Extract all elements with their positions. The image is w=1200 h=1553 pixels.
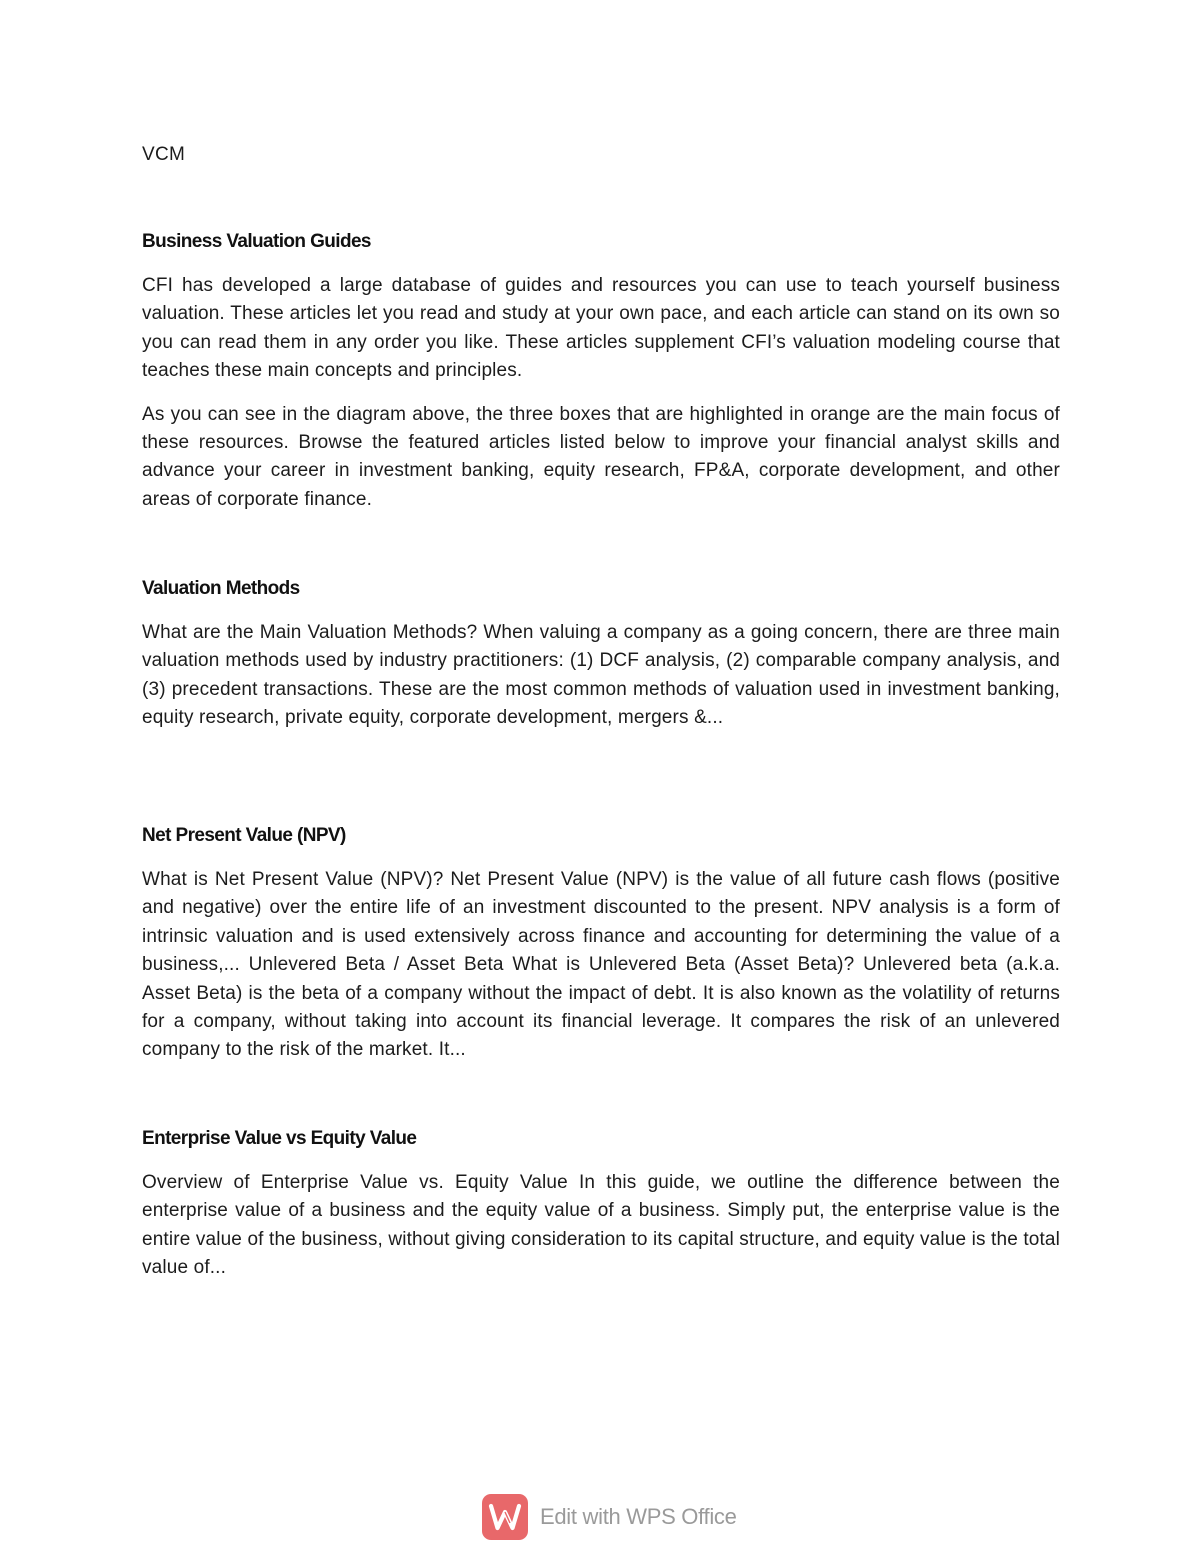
section-valuation-methods: [142, 575, 1060, 733]
section-paragraph: What is Net Present Value (NPV)? Net Present Value (NPV) is the value of all future cash flows (positive and negative) over the entire life of an investment discounted to the present. NPV analysis is a form of intrinsic valuation and is used extensively across finance and accounting for determining the value of a business,... Unlevered Beta / Asset Beta What is Unlevered Beta (Asset Beta)? Unlevered beta (a.k.a. Asset Beta) is the beta of a company without the impact of debt. It is also known as the volatility of returns for a company, without taking into account its financial leverage. It compares the risk of an unlevered company to the risk of the market. It...: [142, 869, 1060, 1061]
section-enterprise-vs-equity-value: [142, 1125, 1060, 1283]
section-business-valuation-guides: [142, 228, 1060, 514]
section-paragraph: As you can see in the diagram above, the three boxes that are highlighted in orange are the main focus of these resources. Browse the featured articles listed below to improve your financial analyst skills and advance your career in investment banking, equity research, FP&A, corporate development, and other areas of corporate finance.: [142, 403, 1060, 510]
wps-badge-label: Edit with WPS Office: [540, 1504, 737, 1529]
section-paragraph: CFI has developed a large database of guides and resources you can use to teach yourself business valuation. These articles let you read and study at your own pace, and each article can stand on its own so you can read them in any order you like. These articles supplement CFI’s valuation modeling course that teaches these main concepts and principles.: [142, 275, 1060, 382]
wps-w-glyph: [488, 1502, 522, 1532]
section-paragraph: Overview of Enterprise Value vs. Equity Value In this guide, we outline the difference between the enterprise value of a business and the equity value of a business. Simply put, the enterprise value is the entire value of the business, without giving consideration to its capital structure, and equity value is the total value of...: [142, 1172, 1061, 1279]
section-heading: Enterprise Value vs Equity Value: [142, 1128, 417, 1149]
section-heading: Valuation Methods: [142, 578, 300, 599]
wps-w-logo-icon: [482, 1494, 528, 1540]
edit-with-wps-button[interactable]: [482, 1494, 737, 1540]
section-heading: Business Valuation Guides: [142, 231, 371, 252]
document-header-label: VCM: [142, 144, 186, 165]
section-net-present-value: [142, 822, 1060, 1065]
section-paragraph: What are the Main Valuation Methods? When valuing a company as a going concern, there are three main valuation methods used by industry practitioners: (1) DCF analysis, (2) comparable company analysis, and (3) precedent transactions. These are the most common methods of valuation used in investment banking, equity research, private equity, corporate development, mergers &...: [142, 622, 1060, 729]
section-heading: Net Present Value (NPV): [142, 825, 346, 846]
